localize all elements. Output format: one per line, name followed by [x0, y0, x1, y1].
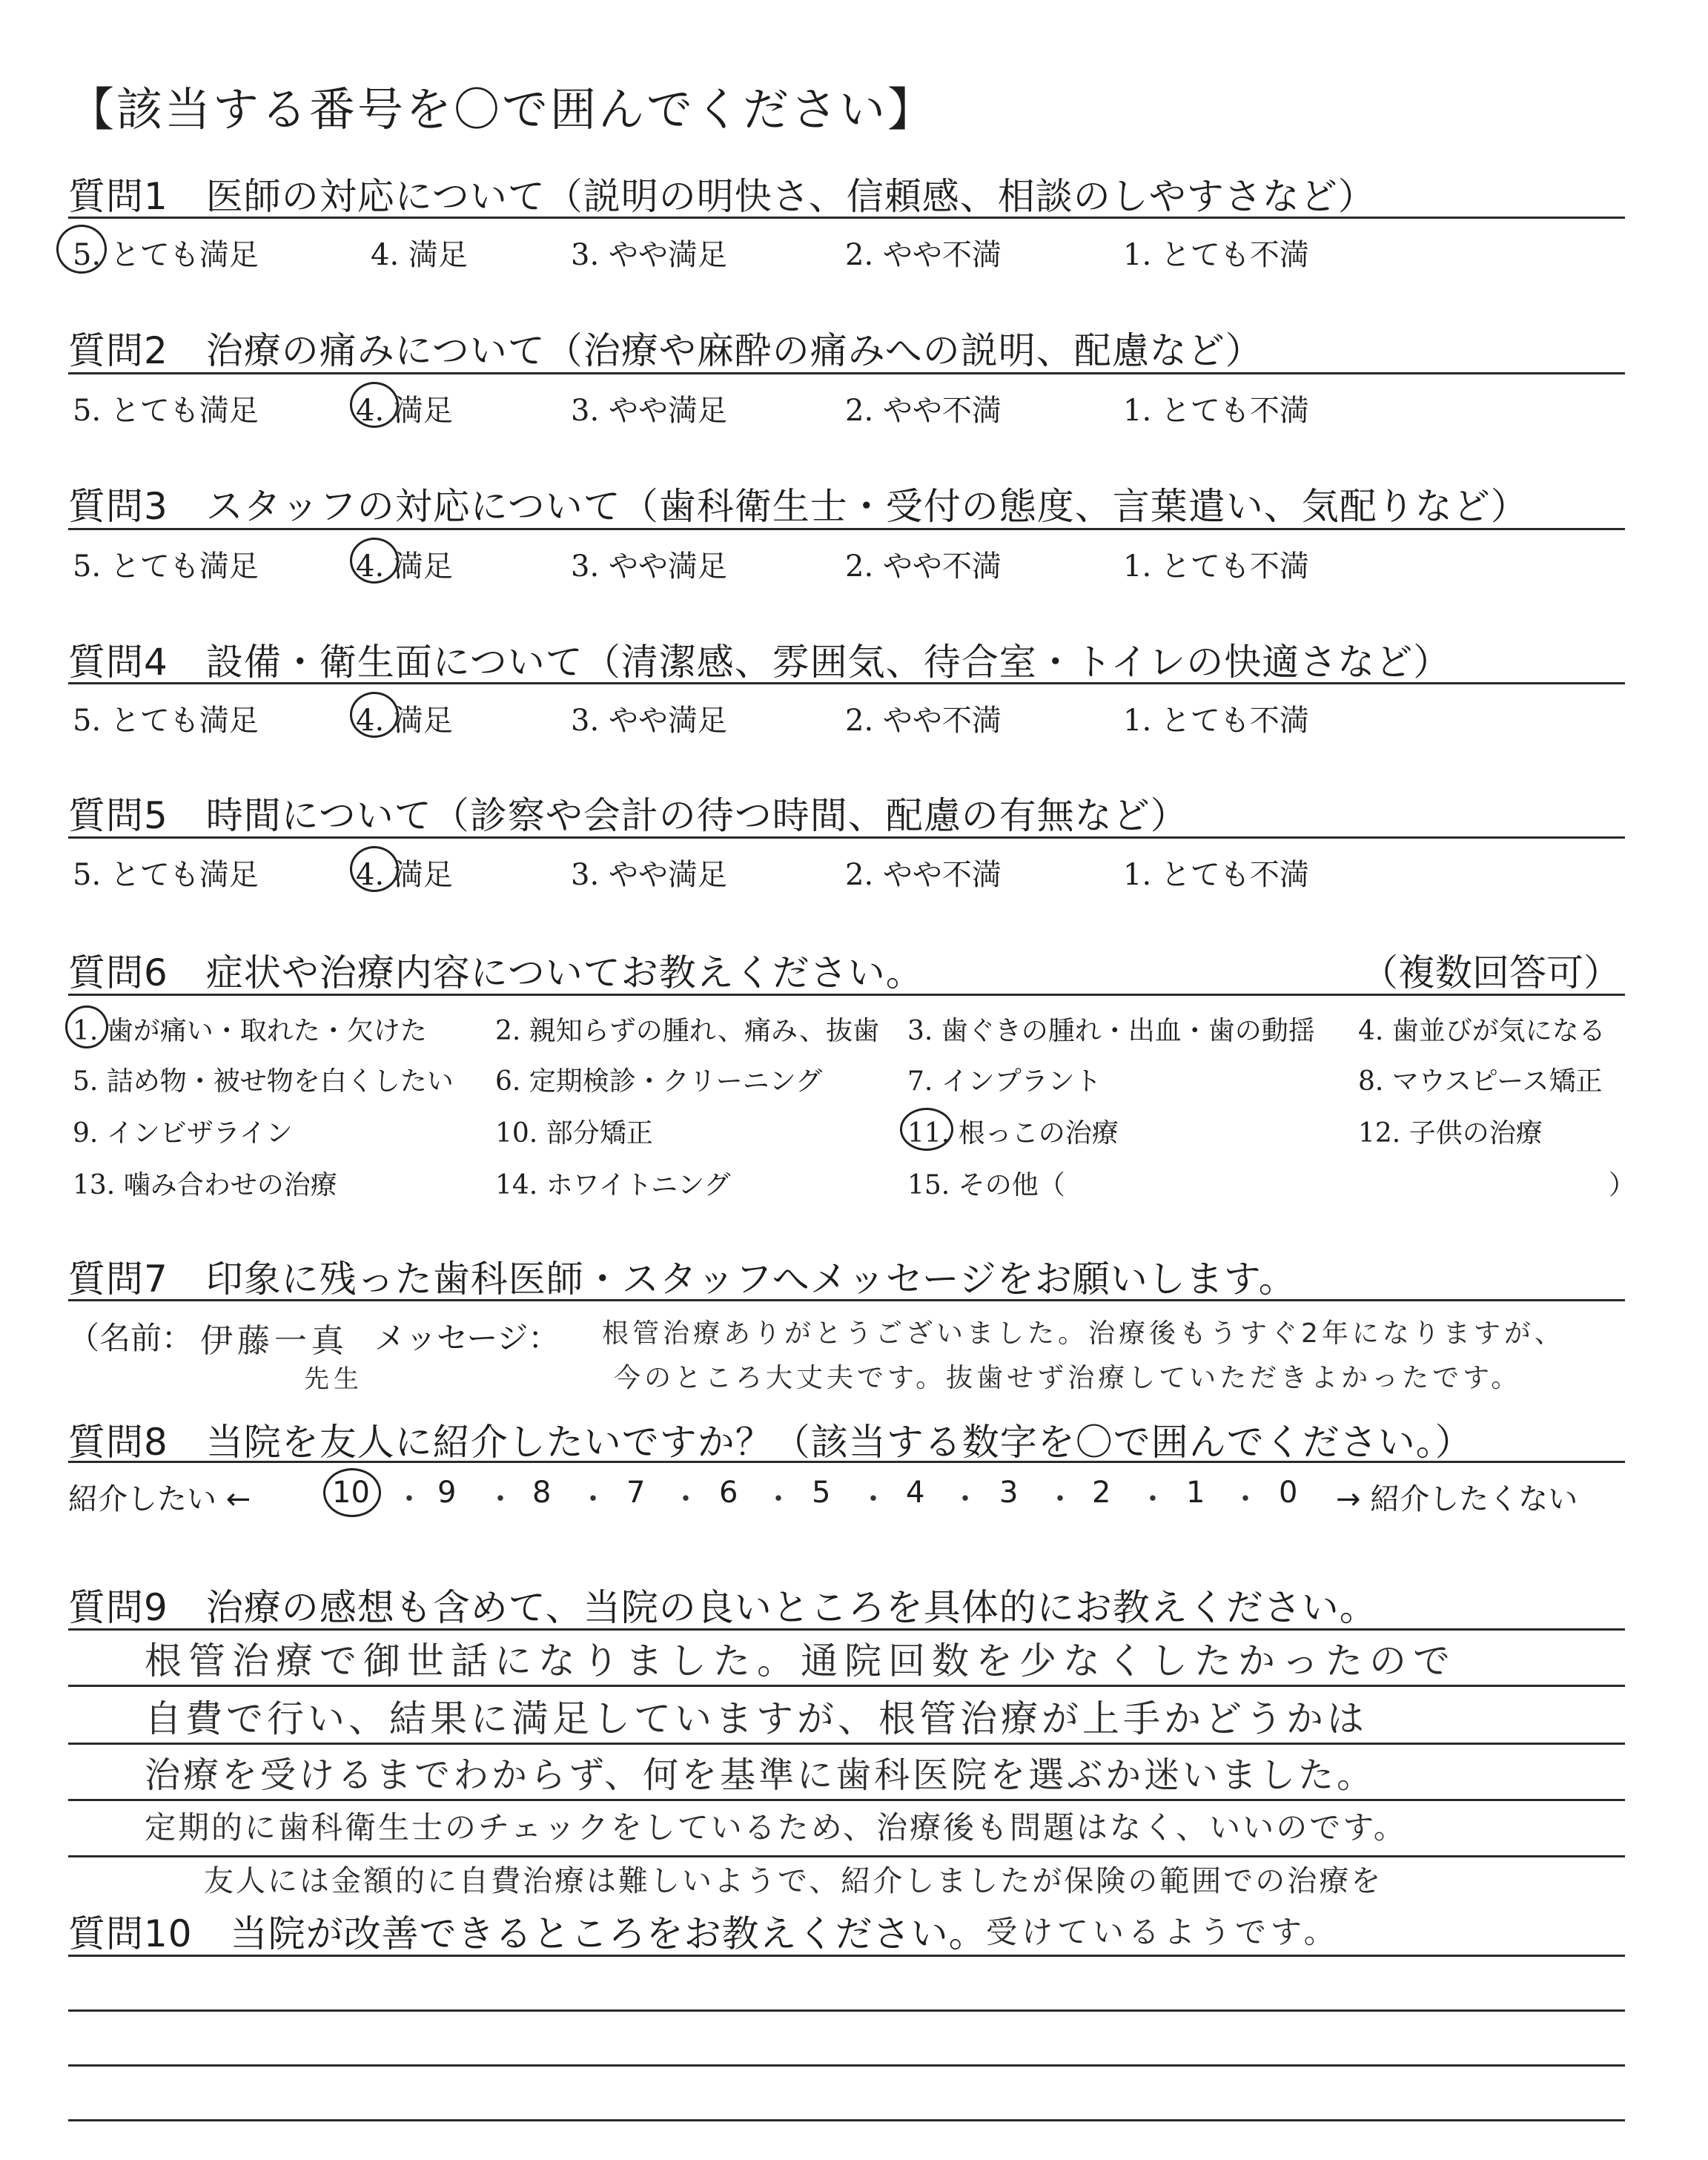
q6-selection-circle-1: [65, 1005, 108, 1048]
q4-option-5[interactable]: 5. とても満足: [73, 704, 259, 738]
q6-selection-circle-11: [900, 1108, 953, 1151]
q4-option-1[interactable]: 1. とても不満: [1123, 704, 1309, 738]
q7-message-label: メッセージ：: [374, 1320, 560, 1356]
question-1-heading: 質問1 医師の対応について（説明の明快さ、信頼感、相談のしやすさなど）: [68, 175, 1376, 218]
page-title: 【該当する番号を〇で囲んでください】: [68, 82, 936, 136]
q6-option-11[interactable]: 11. 根っこの治療: [907, 1118, 1119, 1149]
q1-selection-circle: [56, 225, 107, 274]
q6-option-7[interactable]: 7. インプラント: [907, 1066, 1102, 1097]
question-2-heading: 質問2 治療の痛みについて（治療や麻酔の痛みへの説明、配慮など）: [68, 329, 1263, 372]
q8-option-7[interactable]: 7: [626, 1476, 646, 1510]
question-3-rule: [68, 528, 1625, 530]
question-10-rule-3: [68, 2064, 1625, 2067]
q6-option-14[interactable]: 14. ホワイトニング: [495, 1170, 731, 1200]
q4-selection-circle: [350, 692, 399, 738]
q8-separator: ・: [1231, 1482, 1260, 1516]
q5-option-1[interactable]: 1. とても不満: [1123, 858, 1309, 892]
q1-option-1[interactable]: 1. とても不満: [1123, 238, 1309, 272]
q9-answer-line-3: 治療を受けるまでわからず、何を基準に歯科医院を選ぶか迷いました。: [145, 1754, 1376, 1796]
q8-separator: ・: [764, 1482, 793, 1516]
q2-option-2[interactable]: 2. やや不満: [845, 394, 1002, 428]
q1-option-3[interactable]: 3. やや満足: [571, 238, 727, 272]
q6-option-1[interactable]: 1. 歯が痛い・取れた・欠けた: [73, 1016, 427, 1046]
q8-option-8[interactable]: 8: [532, 1476, 552, 1510]
q9-answer-line-2: 自費で行い、結果に満足していますが、根管治療が上手かどうかは: [145, 1697, 1368, 1740]
q6-option-4[interactable]: 4. 歯並びが気になる: [1358, 1016, 1606, 1046]
q8-option-3[interactable]: 3: [999, 1476, 1019, 1510]
q7-message-line-2: 今のところ大丈夫です。抜歯せず治療していただきよかったです。: [614, 1363, 1522, 1393]
q9-answer-line-4: 定期的に歯科衛生士のチェックをしているため、治療後も問題はなく、いいのです。: [145, 1809, 1407, 1846]
q3-option-4[interactable]: 4. 満足: [356, 549, 453, 584]
question-10-rule-1: [68, 1955, 1625, 1957]
question-9-rule-3: [68, 1743, 1625, 1745]
q6-option-2[interactable]: 2. 親知らずの腫れ、痛み、抜歯: [495, 1016, 880, 1046]
q2-option-4[interactable]: 4. 満足: [356, 394, 453, 428]
q6-option-3[interactable]: 3. 歯ぐきの腫れ・出血・歯の動揺: [907, 1016, 1315, 1046]
q3-option-2[interactable]: 2. やや不満: [845, 549, 1002, 584]
q8-option-2[interactable]: 2: [1092, 1476, 1111, 1510]
q4-option-4[interactable]: 4. 満足: [356, 704, 453, 738]
q2-option-1[interactable]: 1. とても不満: [1123, 394, 1309, 428]
q8-separator: ・: [1045, 1482, 1075, 1516]
q6-option-5[interactable]: 5. 詰め物・被せ物を白くしたい: [73, 1066, 454, 1097]
q8-option-10[interactable]: 10: [332, 1476, 370, 1510]
q2-selection-circle: [350, 382, 399, 428]
q3-option-3[interactable]: 3. やや満足: [571, 549, 727, 584]
q9-answer-line-5: 友人には金額的に自費治療は難しいようで、紹介しましたが保険の範囲での治療を: [204, 1864, 1383, 1898]
q6-option-15[interactable]: 15. その他（: [907, 1170, 1065, 1200]
q4-option-2[interactable]: 2. やや不満: [845, 704, 1002, 738]
question-10-rule-4: [68, 2119, 1625, 2121]
q7-name-label: （名前：: [68, 1320, 193, 1356]
q6-option-9[interactable]: 9. インビザライン: [73, 1118, 293, 1149]
q6-option-6[interactable]: 6. 定期検診・クリーニング: [495, 1066, 823, 1097]
question-6-heading: 質問6 症状や治療内容についてお教えください。: [68, 951, 924, 994]
question-9-heading: 質問9 治療の感想も含めて、当院の良いところを具体的にお教えください。: [68, 1586, 1377, 1629]
q5-option-2[interactable]: 2. やや不満: [845, 858, 1002, 892]
q1-option-4[interactable]: 4. 満足: [371, 238, 468, 272]
question-5-rule: [68, 836, 1625, 839]
q1-option-2[interactable]: 2. やや不満: [845, 238, 1002, 272]
q8-option-0[interactable]: 0: [1279, 1476, 1298, 1510]
q6-option-15-close: ）: [1609, 1170, 1636, 1200]
q8-separator: ・: [394, 1482, 424, 1516]
q7-message-line-1: 根管治療ありがとうございました。治療後もうすぐ2年になりますが、: [602, 1318, 1565, 1349]
q8-option-1[interactable]: 1: [1186, 1476, 1205, 1510]
q8-separator: ・: [671, 1482, 701, 1516]
q8-separator: ・: [578, 1482, 608, 1516]
q7-name-suffix: 先生: [304, 1364, 363, 1394]
question-9-rule-1: [68, 1628, 1625, 1631]
q5-option-5[interactable]: 5. とても満足: [73, 858, 259, 892]
question-9-rule-4: [68, 1799, 1625, 1801]
q6-option-8[interactable]: 8. マウスピース矯正: [1358, 1066, 1603, 1097]
q3-option-5[interactable]: 5. とても満足: [73, 549, 259, 584]
q9-answer-line-1: 根管治療で御世話になりました。通院回数を少なくしたかったので: [145, 1639, 1457, 1682]
question-6-note: （複数回答可）: [1361, 951, 1621, 994]
q3-option-1[interactable]: 1. とても不満: [1123, 549, 1309, 584]
q8-separator: ・: [486, 1482, 515, 1516]
question-8-heading: 質問8 当院を友人に紹介したいですか？（該当する数字を〇で囲んでください。）: [68, 1421, 1473, 1464]
q8-separator: ・: [858, 1482, 888, 1516]
question-3-heading: 質問3 スタッフの対応について（歯科衛生士・受付の態度、言葉遣い、気配りなど）: [68, 485, 1529, 528]
question-1-rule: [68, 217, 1625, 219]
question-8-rule: [68, 1461, 1625, 1463]
question-10-rule-2: [68, 2009, 1625, 2012]
question-4-heading: 質問4 設備・衛生面について（清潔感、雰囲気、待合室・トイレの快適さなど）: [68, 641, 1452, 684]
q8-option-6[interactable]: 6: [719, 1476, 738, 1510]
question-7-rule: [68, 1299, 1625, 1301]
q9-answer-line-6: 受けているようです。: [986, 1914, 1340, 1950]
q4-option-3[interactable]: 3. やや満足: [571, 704, 727, 738]
q7-name-value: 伊藤一真: [200, 1322, 348, 1360]
q8-option-5[interactable]: 5: [812, 1476, 831, 1510]
question-5-heading: 質問5 時間について（診察や会計の待つ時間、配慮の有無など）: [68, 794, 1188, 837]
q8-separator: ・: [950, 1482, 980, 1516]
q8-right-label: → 紹介したくない: [1336, 1482, 1578, 1516]
question-10-heading: 質問10 当院が改善できるところをお教えください。: [68, 1912, 987, 1955]
q3-selection-circle: [350, 538, 399, 584]
question-9-rule-2: [68, 1685, 1625, 1687]
question-2-rule: [68, 372, 1625, 374]
q5-selection-circle: [350, 846, 399, 892]
q5-option-3[interactable]: 3. やや満足: [571, 858, 727, 892]
q2-option-5[interactable]: 5. とても満足: [73, 394, 259, 428]
question-4-rule: [68, 682, 1625, 684]
q8-option-9[interactable]: 9: [437, 1476, 457, 1510]
q8-option-4[interactable]: 4: [906, 1476, 925, 1510]
q1-option-5[interactable]: 5. とても満足: [73, 238, 259, 272]
question-6-rule: [68, 994, 1625, 996]
q8-separator: ・: [1138, 1482, 1168, 1516]
q6-option-12[interactable]: 12. 子供の治療: [1358, 1118, 1543, 1149]
q8-left-label: 紹介したい ←: [68, 1482, 251, 1516]
q2-option-3[interactable]: 3. やや満足: [571, 394, 727, 428]
q6-option-10[interactable]: 10. 部分矯正: [495, 1118, 653, 1149]
question-7-heading: 質問7 印象に残った歯科医師・スタッフへメッセージをお願いします。: [68, 1258, 1297, 1301]
q6-option-13[interactable]: 13. 噛み合わせの治療: [73, 1170, 337, 1200]
q8-selection-circle: [323, 1468, 381, 1517]
q5-option-4[interactable]: 4. 満足: [356, 858, 453, 892]
